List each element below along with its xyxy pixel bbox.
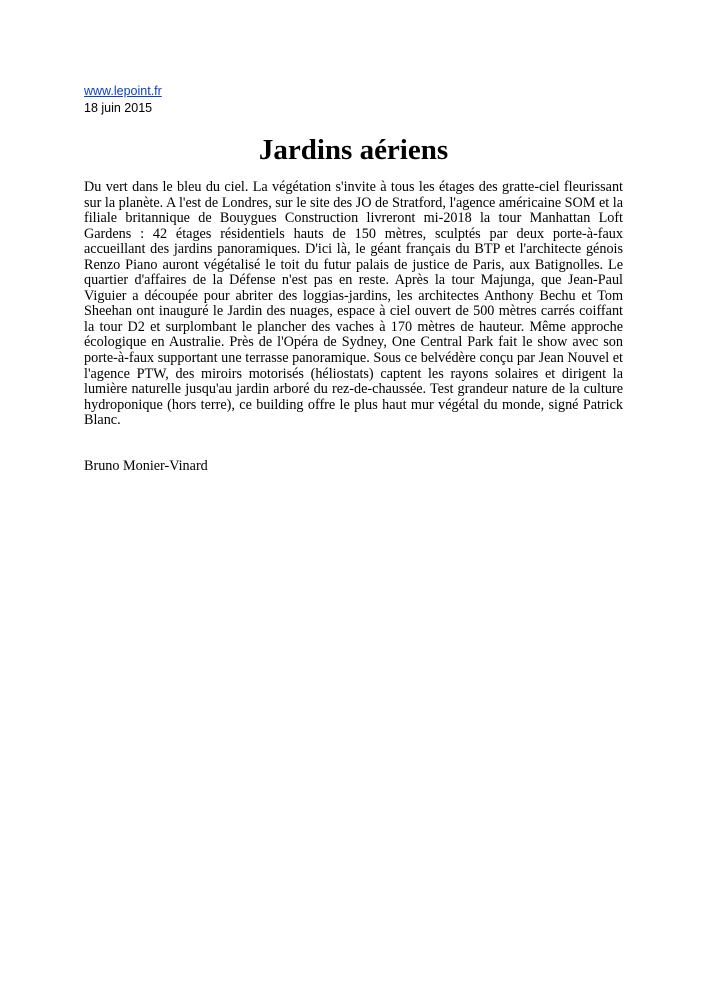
article-body: Du vert dans le bleu du ciel. La végétation s'invite à tous les étages des gratte-ciel fleurissant sur la planète. A l'est de Londres, sur le site des JO de Stratford, l'agence américaine SOM et la filiale britannique de Bouygues Construction livreront mi-2018 la tour Manhattan Loft Gardens : 42 étages résidentiels hauts de 150 mètres, sculptés par deux porte-à-faux accueillant des jardins panoramiques. D'ici là, le géant français du BTP et l'architecte génois Renzo Piano auront végétalisé le toit du futur palais de justice de Paris, aux Batignolles. Le quartier d'affaires de la Défense n'est pas en reste. Après la tour Majunga, que Jean-Paul Viguier a découpée pour abriter des loggias-jardins, les architectes Anthony Bechu et Tom Sheehan ont inauguré le Jardin des nuages, espace à ciel ouvert de 500 mètres carrés coiffant la tour D2 et surplombant le plancher des vaches à 170 mètres de hauteur. Même approche écologique en Australie. Près de l'Opéra de Sydney, One Central Park fait le show avec son porte-à-faux supportant une terrasse panoramique. Sous ce belvédère conçu par Jean Nouvel et l'agence PTW, des miroirs motorisés (héliostats) captent les rayons solaires et dirigent la lumière naturelle jusqu'au jardin arboré du rez-de-chaussée. Test grandeur nature de la culture hydroponique (hors terre), ce building offre le plus haut mur végétal du monde, signé Patrick Blanc. (84, 179, 623, 429)
article-title: Jardins aériens (258, 134, 449, 166)
source-link[interactable]: www.lepoint.fr (84, 84, 162, 98)
publication-date: 18 juin 2015 (84, 101, 153, 115)
article-author: Bruno Monier-Vinard (84, 458, 208, 474)
